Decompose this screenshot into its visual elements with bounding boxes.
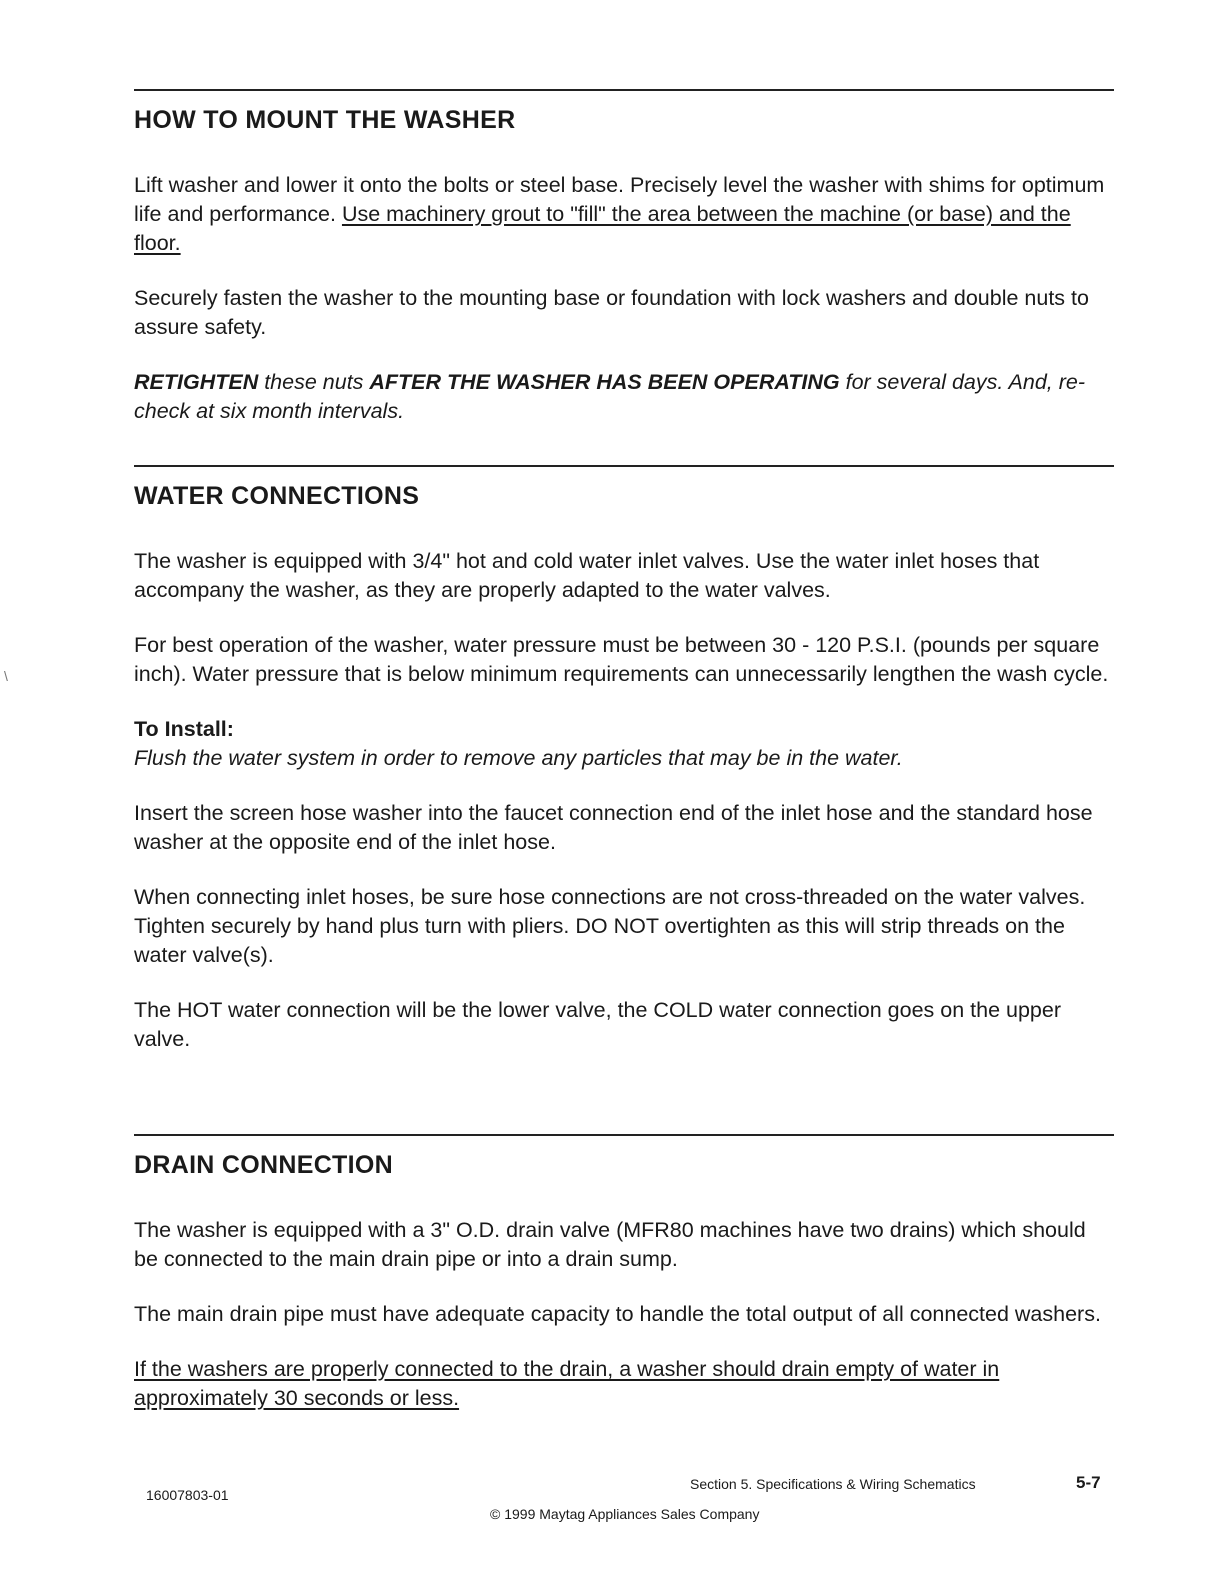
drain-paragraph-3: If the washers are properly connected to the drain, a washer should drain empty of water in approximately 30 seconds or less.: [134, 1357, 1000, 1410]
water-section: [134, 465, 1114, 1054]
water-paragraph-4: When connecting inlet hoses, be sure hose connections are not cross-threaded on the water valves. Tighten securely by hand plus turn with pliers. DO NOT overtighten as this will strip threads on the water valve(s).: [134, 885, 1086, 967]
mount-text: Lift washer and lower it onto the bolts or steel base. Precisely level the washer with shims for optimum life and performance.: [134, 173, 1105, 226]
mount-underlined-text: Use machinery grout to "fill" the area between the machine (or base) and the floor.: [134, 202, 1071, 255]
water-paragraph-2: For best operation of the washer, water pressure must be between 30 - 120 P.S.I. (pounds per square inch). Water pressure that is below minimum requirements can unnecessarily lengthen the wash cycle.: [134, 633, 1109, 686]
mount-heading: HOW TO MOUNT THE WASHER: [134, 106, 516, 134]
mount-paragraph-3: [134, 368, 1114, 426]
drain-heading: DRAIN CONNECTION: [134, 1151, 393, 1179]
mount-paragraph-1: [134, 171, 1114, 258]
drain-section: [134, 1134, 1114, 1413]
retighten-emphasis: RETIGHTEN: [134, 370, 259, 394]
mount-paragraph-2: Securely fasten the washer to the mounting base or foundation with lock washers and double nuts to assure safety.: [134, 286, 1089, 339]
scan-mark: \: [4, 668, 8, 684]
section-divider: [134, 1134, 1114, 1136]
water-paragraph-5: The HOT water connection will be the lower valve, the COLD water connection goes on the upper valve.: [134, 998, 1061, 1051]
section-divider: [134, 89, 1114, 91]
water-paragraph-1: The washer is equipped with 3/4" hot and cold water inlet valves. Use the water inlet hoses that accompany the washer, as they are properly adapted to the water valves.: [134, 549, 1040, 602]
section-title: Section 5. Specifications & Wiring Schematics: [690, 1476, 976, 1492]
mount-section: [134, 89, 1114, 426]
operating-emphasis: AFTER THE WASHER HAS BEEN OPERATING: [369, 370, 840, 394]
mount-italic-text: these nuts: [258, 370, 370, 394]
page-number: 5-7: [1076, 1473, 1101, 1492]
section-divider: [134, 465, 1114, 467]
install-instruction: Flush the water system in order to remove any particles that may be in the water.: [134, 746, 903, 770]
water-heading: WATER CONNECTIONS: [134, 482, 420, 510]
drain-paragraph-2: The main drain pipe must have adequate capacity to handle the total output of all connected washers.: [134, 1302, 1101, 1326]
copyright: © 1999 Maytag Appliances Sales Company: [490, 1506, 760, 1522]
drain-paragraph-1: The washer is equipped with a 3" O.D. drain valve (MFR80 machines have two drains) which should be connected to the main drain pipe or into a drain sump.: [134, 1218, 1086, 1271]
water-paragraph-3: Insert the screen hose washer into the faucet connection end of the inlet hose and the standard hose washer at the opposite end of the inlet hose.: [134, 801, 1093, 854]
install-label: To Install:: [134, 717, 234, 741]
mount-italic-text-2: for several days. And, re-check at six month intervals.: [134, 370, 1086, 423]
doc-number: 16007803-01: [146, 1487, 229, 1503]
